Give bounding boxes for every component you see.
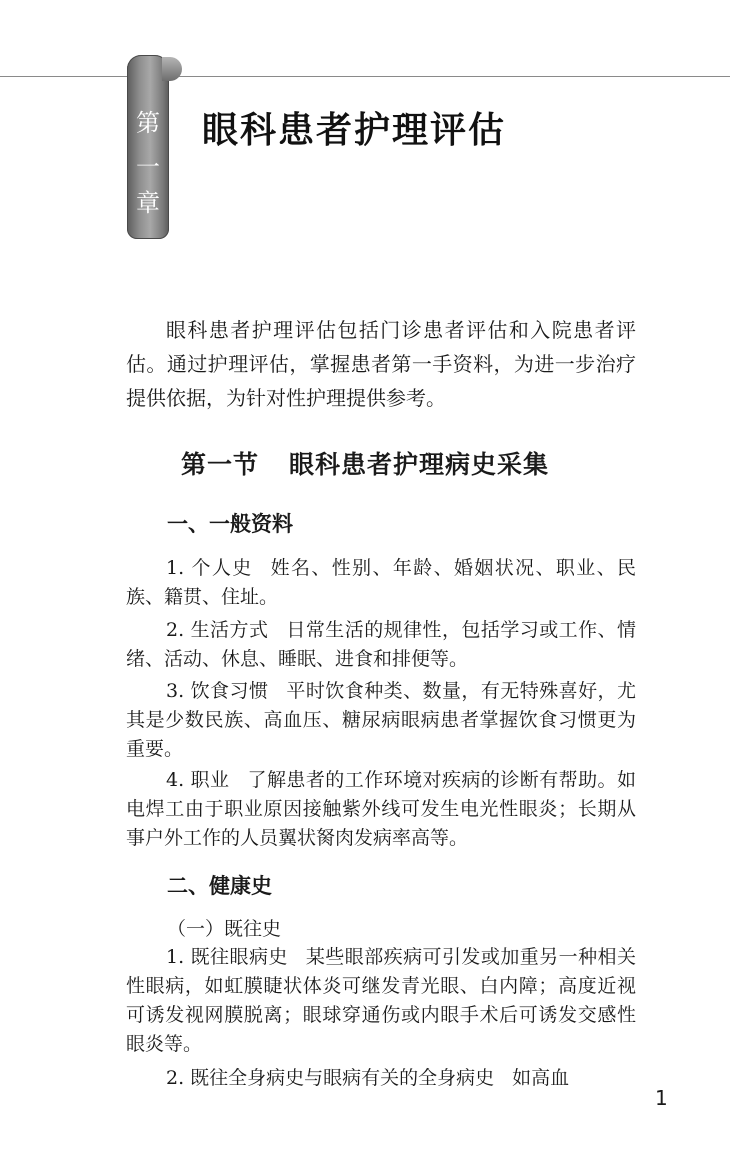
chapter-tab-char: 第 (136, 109, 160, 137)
chapter-tab-fold (162, 57, 182, 81)
chapter-tab-char: 章 (136, 189, 160, 217)
heading-health-history: 二、健康史 (167, 874, 272, 898)
item-text: 日常生活的规律性，包括学习或工作、情绪、活动、休息、睡眠、进食和排便等。 (126, 619, 636, 670)
item-text: 如高血 (512, 1067, 570, 1089)
heading-general-info: 一、一般资料 (167, 512, 293, 536)
list-item (126, 943, 636, 1059)
item-lead: 3. 饮食习惯 (166, 680, 269, 702)
list-item (126, 1064, 636, 1093)
chapter-tab-char: 一 (136, 153, 160, 181)
top-rule (0, 76, 730, 77)
item-lead: 1. 既往眼病史 (166, 946, 288, 968)
section-title (0, 445, 730, 485)
list-item (126, 766, 636, 853)
item-lead: 2. 生活方式 (166, 619, 269, 641)
section-name: 眼科患者护理病史采集 (289, 450, 550, 479)
item-lead: 4. 职业 (166, 769, 230, 791)
item-text: 了解患者的工作环境对疾病的诊断有帮助。如电焊工由于职业原因接触紫外线可发生电光性眼炎；长期从事户外工作的人员翼状胬肉发病率高等。 (126, 769, 636, 849)
list-item (126, 677, 636, 764)
list-item (126, 554, 636, 612)
chapter-title: 眼科患者护理评估 (202, 110, 507, 151)
item-lead: 1. 个人史 (166, 557, 253, 579)
chapter-tab (127, 55, 169, 239)
page-number: 1 (655, 1086, 668, 1110)
intro-paragraph: 眼科患者护理评估包括门诊患者评估和入院患者评估。通过护理评估，掌握患者第一手资料，为进一步治疗提供依据，为针对性护理提供参考。 (126, 318, 636, 410)
subheading-past-history: （一）既往史 (167, 918, 282, 940)
list-item (126, 616, 636, 674)
item-text: 某些眼部疾病可引发或加重另一种相关性眼病，如虹膜睫状体炎可继发青光眼、白内障；高度近视可诱发视网膜脱离；眼球穿通伤或内眼手术后可诱发交感性眼炎等。 (126, 946, 636, 1055)
section-number: 第一节 (180, 450, 259, 479)
item-text: 姓名、性别、年龄、婚姻状况、职业、民族、籍贯、住址。 (126, 557, 636, 608)
item-text: 平时饮食种类、数量，有无特殊喜好，尤其是少数民族、高血压、糖尿病眼病患者掌握饮食习惯更为重要。 (126, 680, 636, 760)
item-lead: 2. 既往全身病史与眼病有关的全身病史 (166, 1067, 495, 1089)
